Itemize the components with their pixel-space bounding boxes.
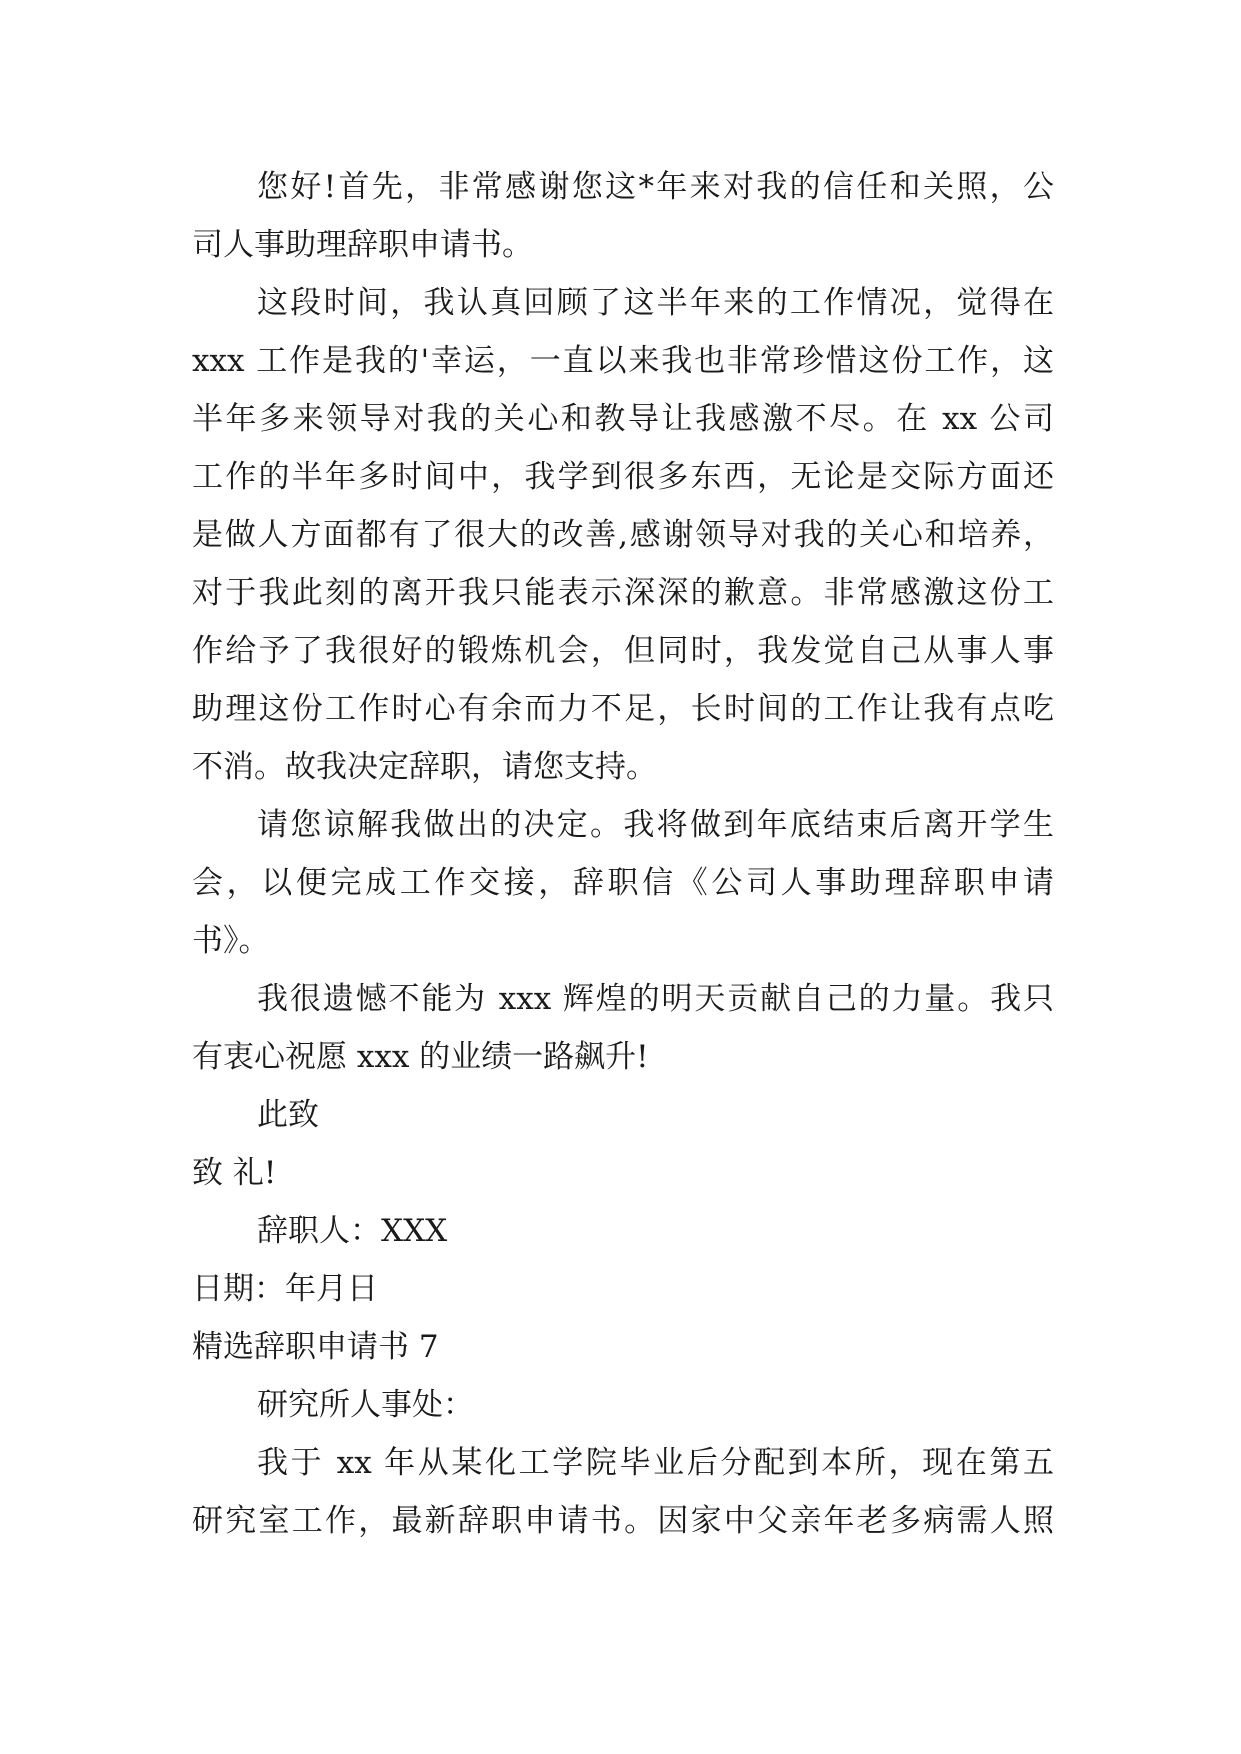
signature-line: 辞职人：XXX — [257, 1213, 448, 1249]
closing-salutation: 此致 — [257, 1097, 319, 1133]
text-line: 我于 xx 年从某化工学院毕业后分配到本所，现在第五 — [257, 1445, 1054, 1481]
text-line: xxx 工作是我的'幸运，一直以来我也非常珍惜这份工作，这 — [192, 343, 1054, 379]
text-line: 工作的半年多时间中，我学到很多东西，无论是交际方面还 — [192, 459, 1054, 495]
text-line: 请您谅解我做出的决定。我将做到年底结束后离开学生 — [257, 807, 1054, 843]
text-line: 不消。故我决定辞职，请您支持。 — [192, 749, 657, 785]
text-line: 助理这份工作时心有余而力不足，长时间的工作让我有点吃 — [192, 691, 1054, 727]
text-line: 司人事助理辞职申请书。 — [192, 227, 533, 263]
section-heading: 精选辞职申请书 7 — [192, 1329, 439, 1365]
closing-regards: 致 礼! — [192, 1155, 277, 1191]
date-line: 日期：年月日 — [192, 1271, 378, 1307]
text-line: 这段时间，我认真回顾了这半年来的工作情况，觉得在 — [257, 285, 1054, 321]
text-line: 半年多来领导对我的关心和教导让我感激不尽。在 xx 公司 — [192, 401, 1054, 437]
text-line: 您好!首先，非常感谢您这*年来对我的信任和关照，公 — [257, 169, 1054, 205]
text-line: 会，以便完成工作交接，辞职信《公司人事助理辞职申请 — [192, 865, 1054, 901]
text-line: 研究室工作，最新辞职申请书。因家中父亲年老多病需人照 — [192, 1503, 1054, 1539]
text-line: 作给予了我很好的锻炼机会，但同时，我发觉自己从事人事 — [192, 633, 1054, 669]
text-line: 有衷心祝愿 xxx 的业绩一路飙升! — [192, 1039, 649, 1075]
text-line: 对于我此刻的离开我只能表示深深的歉意。非常感激这份工 — [192, 575, 1054, 611]
text-line: 我很遗憾不能为 xxx 辉煌的明天贡献自己的力量。我只 — [257, 981, 1054, 1017]
addressee-line: 研究所人事处： — [257, 1387, 474, 1423]
text-line: 是做人方面都有了很大的改善,感谢领导对我的关心和培养， — [192, 517, 1054, 553]
text-line: 书》。 — [192, 923, 270, 959]
